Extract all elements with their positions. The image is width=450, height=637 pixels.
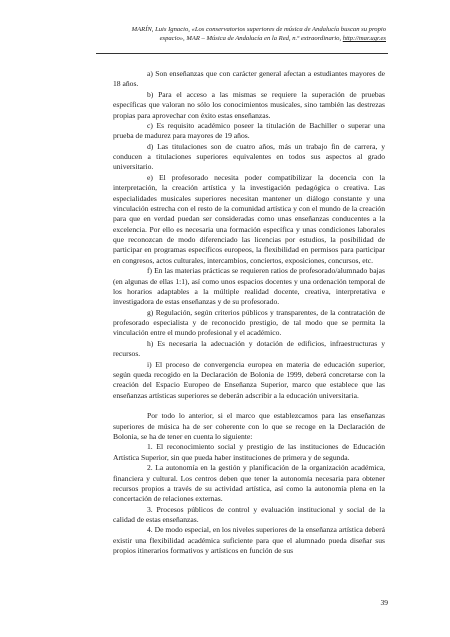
- header-rule: [96, 53, 388, 54]
- paragraph-d: d) Las titulaciones son de cuatro años, más un trabajo fin de carrera, y conducen a titulaciones superiores equivalentes en todos sus aspectos al grado universitario.: [113, 141, 385, 172]
- paragraph-i: i) El proceso de convergencia europea en materia de educación superior, según queda recogido en la Declaración de Bolonia de 1999, deberá concretarse con la creación del Espacio Europeo de Enseñanza Superior, marco que establece que las enseñanzas artísticas superiores se deberán adscribir a la educación universitaria.: [113, 359, 385, 400]
- header-line-2: [60, 34, 386, 43]
- paragraph-f: f) En las materias prácticas se requieren ratios de profesorado/alumnado bajas (en algunas de ellas 1:1), así como unos espacios docentes y una ordenación temporal de los horarios adaptables a la múltiple realidad docente, creativa, interpretativa e investigadora de estas enseñanzas y de su profesorado.: [113, 266, 385, 307]
- running-header: [60, 25, 386, 43]
- paragraph-h: h) Es necesaria la adecuación y dotación de edificios, infraestructuras y recursos.: [113, 338, 385, 359]
- page-number: 39: [380, 598, 388, 607]
- paragraph-2: 2. La autonomía en la gestión y planificación de la organización académica, financiera y cultural. Los centros deben que tener la autonomía necesaria para obtener recursos propios a través de su actividad artística, así como la autonomía plena en la concertación de relaciones externas.: [113, 463, 385, 504]
- header-line-1: MARÍN, Luis Ignacio, «Los conservatorios superiores de música de Andalucía buscan su propio: [131, 26, 386, 33]
- paragraph-4: 4. De modo especial, en los niveles superiores de la enseñanza artística deberá existir una flexibilidad académica suficiente para que el alumnado pueda diseñar sus propios itinerarios formativos y artísticos en función de sus: [113, 525, 385, 556]
- paragraph-g: g) Regulación, según criterios públicos y transparentes, de la contratación de profesorado especialista y de reconocido prestigio, de tal modo que se permita la vinculación entre el mundo profesional y el académico.: [113, 307, 385, 338]
- paragraph-a: a) Son enseñanzas que con carácter general afectan a estudiantes mayores de 18 años.: [113, 69, 385, 89]
- paragraph-e: e) El profesorado necesita poder compatibilizar la docencia con la interpretación, la creación artística y la investigación pedagógica o creativa. Las especialidades musicales superiores necesitan mantener un diálogo constante y una vinculación estrecha con el resto de la comunidad artística y con el mundo de la creación para que en verdad puedan ser consideradas como unas enseñanzas conducentes a la excelencia. Por ello es necesaria una formación específica y unas condiciones laborales que reconozcan de modo diferenciado las licencias por estudios, la posibilidad de participar en programas específicos europeos, la flexibilidad en permisos para participar en congresos, actos culturales, intercambios, conciertos, exposiciones, concursos, etc.: [113, 172, 385, 265]
- body-text: [113, 69, 385, 557]
- header-link[interactable]: http://mar.ugr.es: [342, 35, 386, 42]
- paragraph-1: 1. El reconocimiento social y prestigio de las instituciones de Educación Artística Superior, sin que pueda haber instituciones de primera y de segunda.: [113, 442, 385, 462]
- paragraph-3: 3. Procesos públicos de control y evaluación institucional y social de la calidad de estas enseñanzas.: [113, 504, 385, 525]
- header-citation: espacio», MAR – Música de Andalucía en la Red, n.º extraordinario,: [159, 35, 343, 42]
- paragraph-intro: Por todo lo anterior, si el marco que establezcamos para las enseñanzas superiores de música ha de ser coherente con lo que se recoge en la Declaración de Bolonia, se ha de tener en cuenta lo siguiente:: [113, 411, 385, 442]
- paragraph-b: b) Para el acceso a las mismas se requiere la superación de pruebas específicas que valoran no sólo los conocimientos musicales, sino también las destrezas propias para aprovechar con éxito estas enseñanzas.: [113, 89, 385, 120]
- paragraph-c: c) Es requisito académico poseer la titulación de Bachiller o superar una prueba de madurez para mayores de 19 años.: [113, 120, 385, 141]
